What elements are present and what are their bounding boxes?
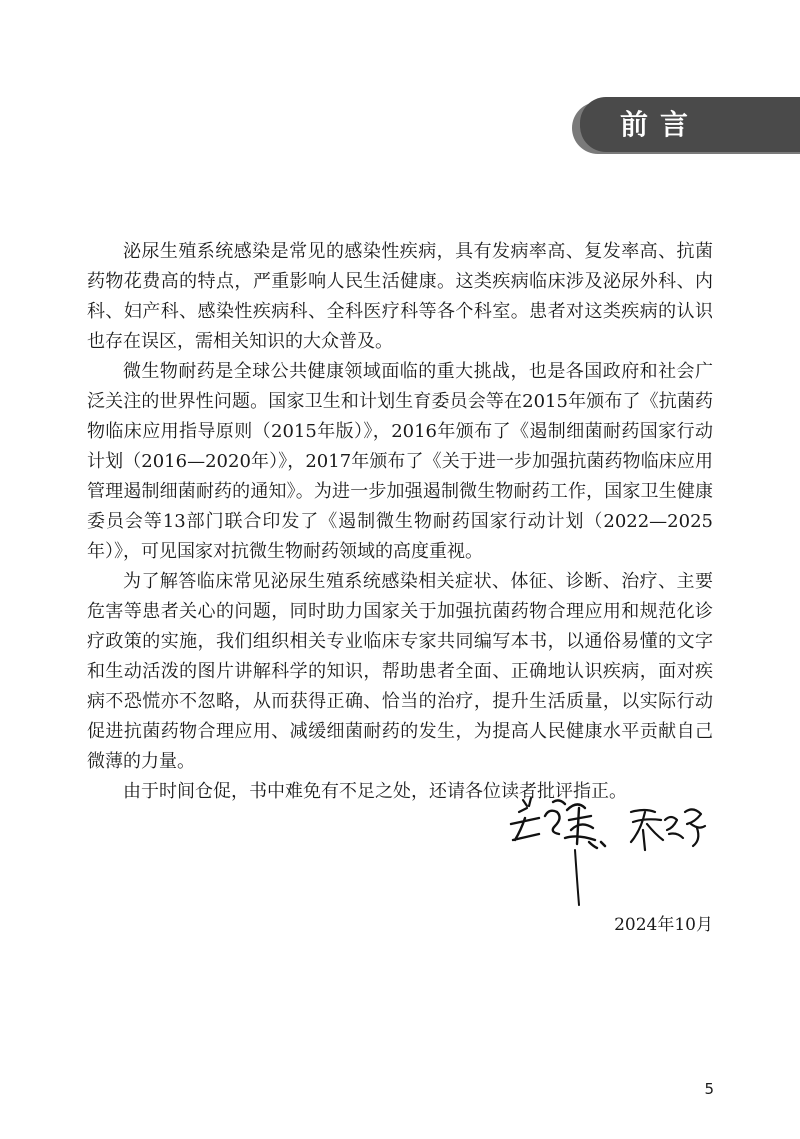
paragraph-1: 泌尿生殖系统感染是常见的感染性疾病，具有发病率高、复发率高、抗菌药物花费高的特点，严重影响人民生活健康。这类疾病临床涉及泌尿外科、内科、妇产科、感染性疾病科、全科医疗科等各个科室。患者对这类疾病的认识也存在误区，需相关知识的大众普及。 bbox=[87, 241, 713, 352]
paragraph-4: 由于时间仓促，书中难免有不足之处，还请各位读者批评指正。 bbox=[123, 781, 627, 802]
paragraph-2: 微生物耐药是全球公共健康领域面临的重大挑战，也是各国政府和社会广泛关注的世界性问题。国家卫生和计划生育委员会等在2015年颁布了《抗菌药物临床应用指导原则（2015年版）》，2016年颁布了《遏制细菌耐药国家行动计划（2016—2020年）》，2017年颁布了《关于进一步加强抗菌药物临床应用管理遏制细菌耐药的通知》。为进一步加强遏制微生物耐药工作，国家卫生健康委员会等13部门联合印发了《遏制微生物耐药国家行动计划（2022—2025年）》，可见国家对抗微生物耐药领域的高度重视。 bbox=[87, 361, 713, 562]
date: 2024年10月 bbox=[614, 915, 713, 935]
handwritten-signature bbox=[505, 790, 740, 920]
page-number: 5 bbox=[704, 1080, 714, 1098]
page-title: 前言 bbox=[619, 108, 700, 141]
paragraph-3: 为了解答临床常见泌尿生殖系统感染相关症状、体征、诊断、治疗、主要危害等患者关心的问题，同时助力国家关于加强抗菌药物合理应用和规范化诊疗政策的实施，我们组织相关专业临床专家共同编写本书，以通俗易懂的文字和生动活泼的图片讲解科学的知识，帮助患者全面、正确地认识疾病，面对疾病不恐慌亦不忽略，从而获得正确、恰当的治疗，提升生活质量，以实际行动促进抗菌药物合理应用、减缓细菌耐药的发生，为提高人民健康水平贡献自己微薄的力量。 bbox=[87, 571, 713, 772]
preface-body bbox=[87, 237, 713, 807]
